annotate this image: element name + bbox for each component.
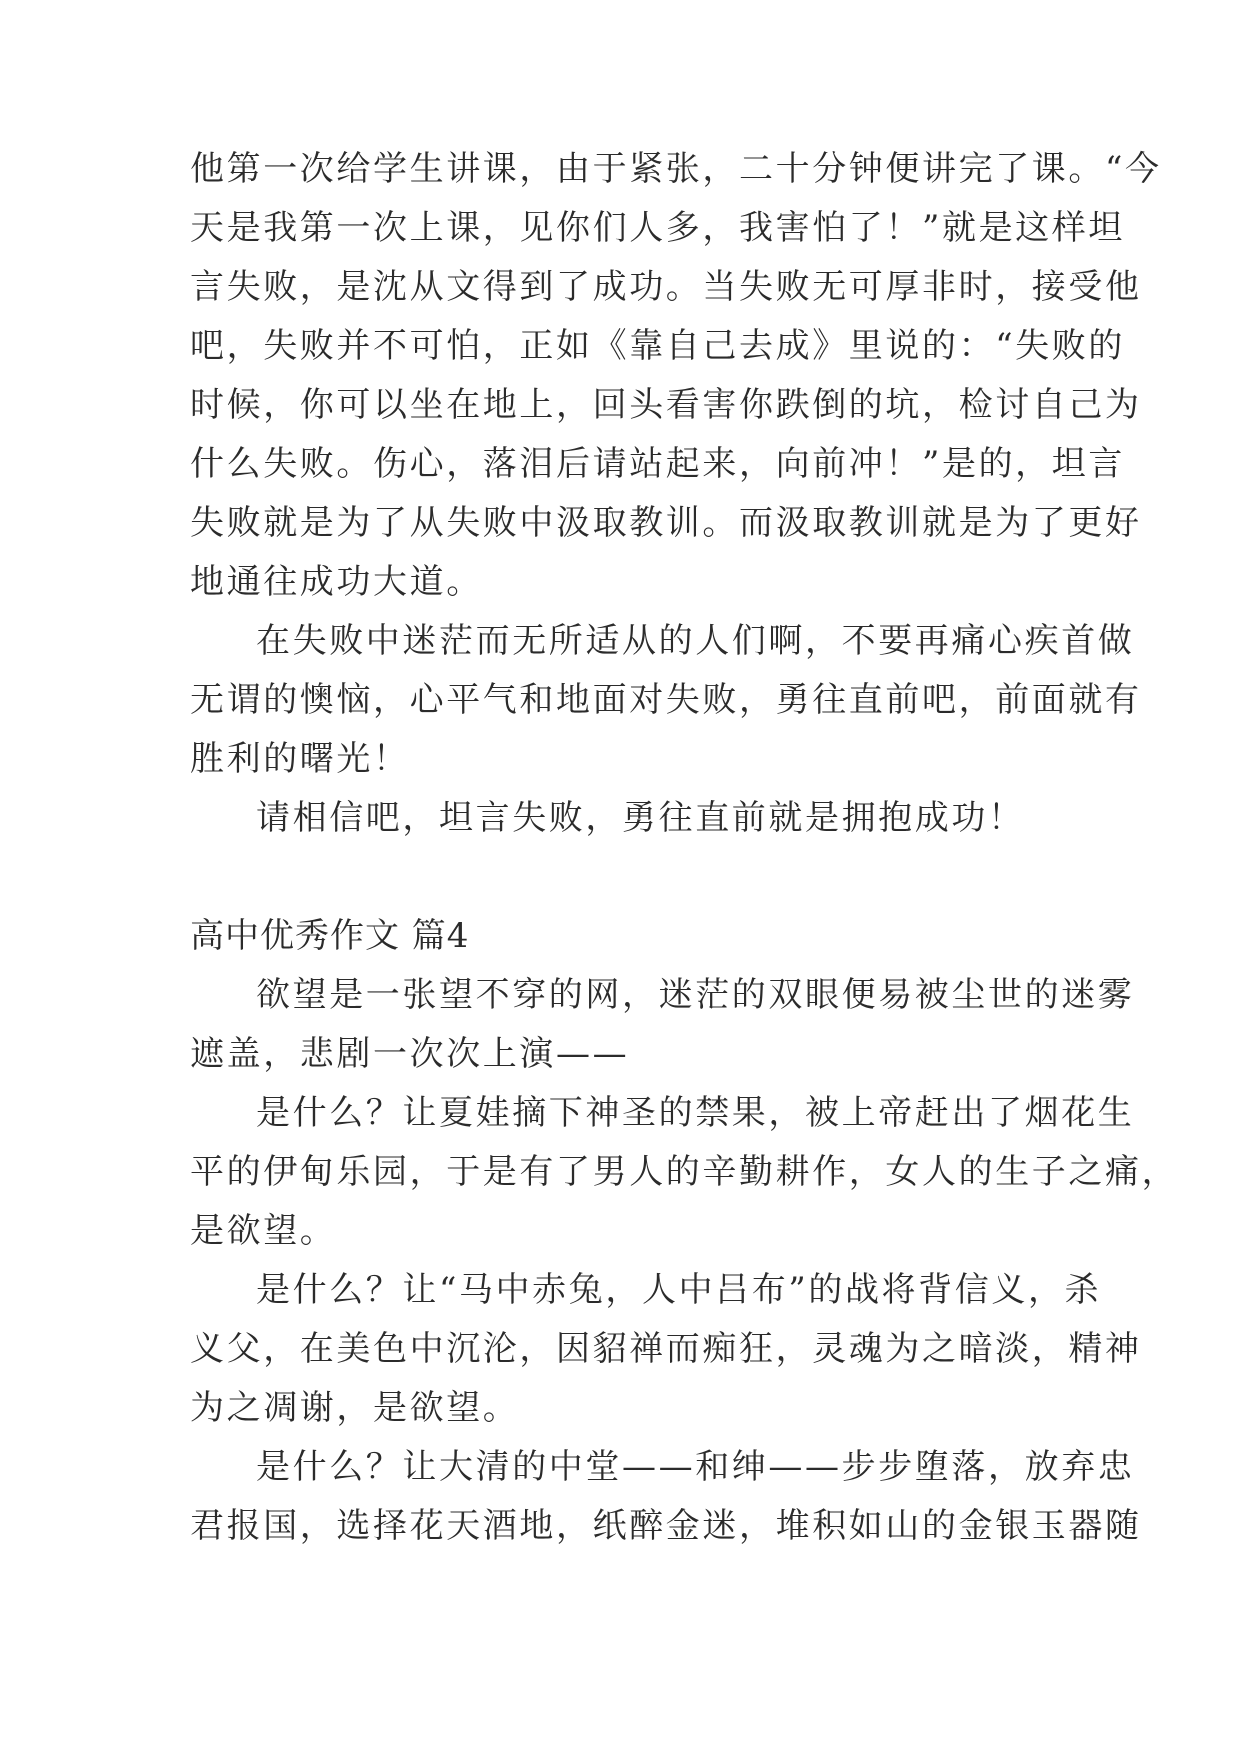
text-line: 失败就是为了从失败中汲取教训。而汲取教训就是为了更好 [190, 503, 1142, 543]
document-page [190, 140, 1179, 1556]
text-line: 地通往成功大道。 [190, 562, 483, 602]
text-line: 言失败，是沈从文得到了成功。当失败无可厚非时，接受他 [190, 267, 1142, 307]
text-line: 胜利的曙光！ [190, 739, 410, 779]
section-gap [190, 848, 1050, 907]
paragraph [190, 1261, 1142, 1438]
text-line: 请相信吧，坦言失败，勇往直前就是拥抱成功！ [256, 798, 1025, 838]
text-line: 天是我第一次上课，见你们人多，我害怕了！”就是这样坦 [190, 208, 1125, 248]
text-line: 吧，失败并不可怕，正如《靠自己去成》里说的：“失败的 [190, 326, 1125, 366]
paragraph [190, 612, 1142, 789]
paragraph [190, 1084, 1179, 1261]
text-line: 是欲望。 [190, 1211, 337, 1251]
paragraph [190, 1438, 1142, 1556]
text-line: 是什么？让大清的中堂——和绅——步步堕落，放弃忠 [256, 1447, 1135, 1487]
section-heading: 高中优秀作文 篇4 [190, 916, 470, 956]
text-line: 为之凋谢，是欲望。 [190, 1388, 520, 1428]
paragraph [190, 966, 1135, 1084]
text-line: 是什么？让夏娃摘下神圣的禁果，被上帝赶出了烟花生 [256, 1093, 1135, 1133]
paragraph [190, 789, 1050, 848]
text-line: 他第一次给学生讲课，由于紧张，二十分钟便讲完了课。“今 [190, 149, 1162, 189]
text-line: 是什么？让“马中赤兔，人中吕布”的战将背信义，杀 [256, 1270, 1102, 1310]
text-line: 义父，在美色中沉沦，因貂禅而痴狂，灵魂为之暗淡，精神 [190, 1329, 1142, 1369]
text-line: 在失败中迷茫而无所适从的人们啊，不要再痛心疾首做 [256, 621, 1135, 661]
text-line: 遮盖，悲剧一次次上演—— [190, 1034, 630, 1074]
text-line: 平的伊甸乐园，于是有了男人的辛勤耕作，女人的生子之痛， [190, 1152, 1179, 1192]
text-line: 君报国，选择花天酒地，纸醉金迷，堆积如山的金银玉器随 [190, 1506, 1142, 1546]
text-line: 时候，你可以坐在地上，回头看害你跌倒的坑，检讨自己为 [190, 385, 1142, 425]
text-line: 无谓的懊恼，心平气和地面对失败，勇往直前吧，前面就有 [190, 680, 1142, 720]
paragraph [190, 140, 1162, 612]
text-line: 欲望是一张望不穿的网，迷茫的双眼便易被尘世的迷雾 [256, 975, 1135, 1015]
text-line: 什么失败。伤心，落泪后请站起来，向前冲！”是的，坦言 [190, 444, 1125, 484]
